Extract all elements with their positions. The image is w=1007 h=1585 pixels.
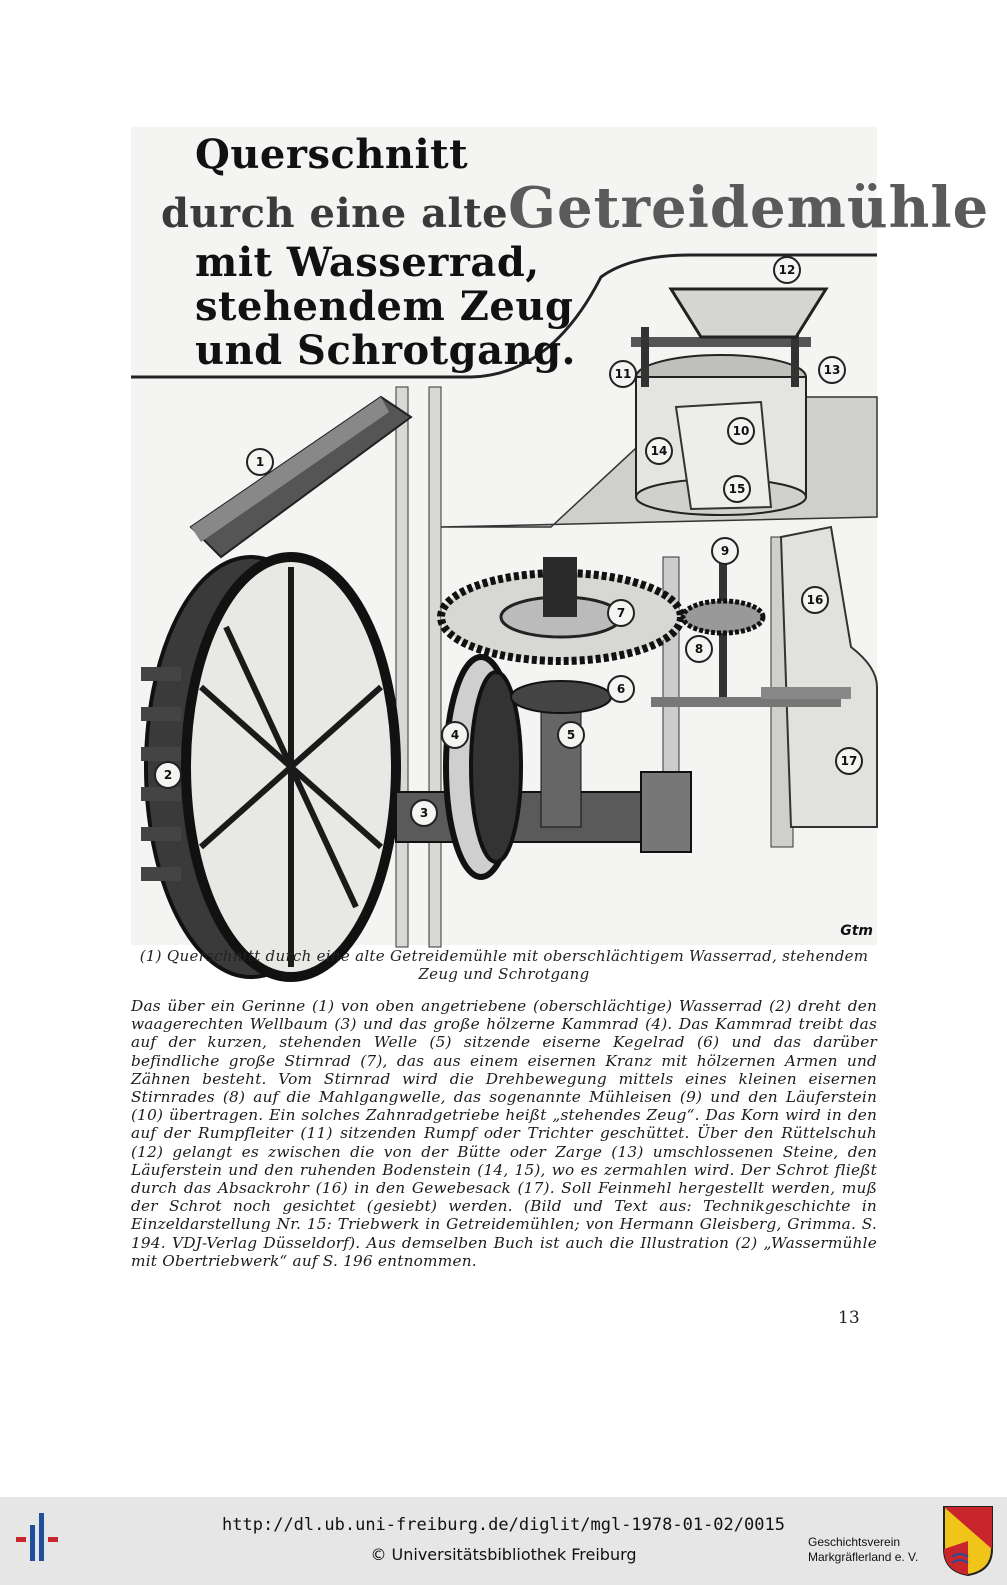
label-5: 5 [557,721,585,749]
figure-title-line-4: stehendem Zeug [195,283,574,330]
figure-title-line-2 [161,175,989,241]
society-name [808,1535,938,1565]
figure-title-line-2b: Getreidemühle [508,175,990,241]
society-name-line-2: Markgräflerland e. V. [808,1550,919,1564]
label-17: 17 [835,747,863,775]
label-3: 3 [410,799,438,827]
label-13: 13 [818,356,846,384]
illustrator-signature: Gtm [840,923,873,939]
label-2: 2 [154,761,182,789]
label-9: 9 [711,537,739,565]
label-11: 11 [609,360,637,388]
body-paragraph: Das über ein Gerinne (1) von oben angetriebene (oberschlächtige) Wasserrad (2) dreht den waagerechten Wellbaum (3) und das große hölzerne Kammrad (4). Das Kammrad treibt das auf der kurzen, stehenden Welle (5) sitzende eiserne Kegelrad (6) und das darüber befindliche große Stirnrad (7), das aus einem eisernen Kranz mit hölzernen Armen und Zähnen besteht. Vom Stirnrad wird die Drehbewegung mittels eines kleinen eisernen Stirnrades (8) auf die Mahlgangwelle, das sogenannte Mühleisen (9) und den Läuferstein (10) übertragen. Ein solches Zahnradgetriebe heißt „stehendes Zeug“. Das Korn wird in den auf der Rumpfleiter (11) sitzenden Rumpf oder Trichter geschüttet. Über den Rüttelschuh (12) gelangt es zwischen die von der Bütte oder Zarge (13) umschlossenen Steine, den Läuferstein und den ruhenden Bodenstein (14, 15), wo es zermahlen wird. Der Schrot fließt durch das Absackrohr (16) in den Gewebesack (17). Soll Feinmehl hergestellt werden, muß der Schrot noch gesichtet (gesiebt) werden. (Bild und Text aus: Technikgeschichte in Einzeldarstellung Nr. 15: Triebwerk in Getreidemühlen; von Hermann Gleisberg, Grimma. S. 194. VDJ-Verlag Düsseldorf). Aus demselben Buch ist auch die Illustration (2) „Wassermühle mit Obertriebwerk“ auf S. 196 entnommen. [131,997,877,1270]
figure-title-line-5: und Schrotgang. [195,327,576,374]
society-name-line-1: Geschichtsverein [808,1535,901,1549]
label-8: 8 [685,635,713,663]
label-6: 6 [607,675,635,703]
coat-of-arms-icon[interactable] [942,1505,994,1577]
figure-title-line-3: mit Wasserrad, [195,239,540,286]
figure-title-line-1: Querschnitt [195,131,469,178]
copyright-text: © Universitätsbibliothek Freiburg [370,1545,637,1564]
label-12: 12 [773,256,801,284]
label-16: 16 [801,586,829,614]
label-14: 14 [645,437,673,465]
page-number: 13 [838,1308,860,1328]
label-1: 1 [246,448,274,476]
label-7: 7 [607,599,635,627]
document-url-link[interactable]: http://dl.ub.uni-freiburg.de/diglit/mgl-1978-01-02/0015 [222,1515,785,1535]
figure-title-line-2a: durch eine alte [161,190,509,237]
label-10: 10 [727,417,755,445]
figure-caption: (1) Querschnitt durch eine alte Getreidemühle mit oberschlächtigem Wasserrad, stehendem Zeug und Schrotgang [139,947,869,983]
figure-title [131,127,990,387]
footer-bar [0,1497,1007,1585]
mill-illustration [131,127,990,945]
label-4: 4 [441,721,469,749]
label-15: 15 [723,475,751,503]
